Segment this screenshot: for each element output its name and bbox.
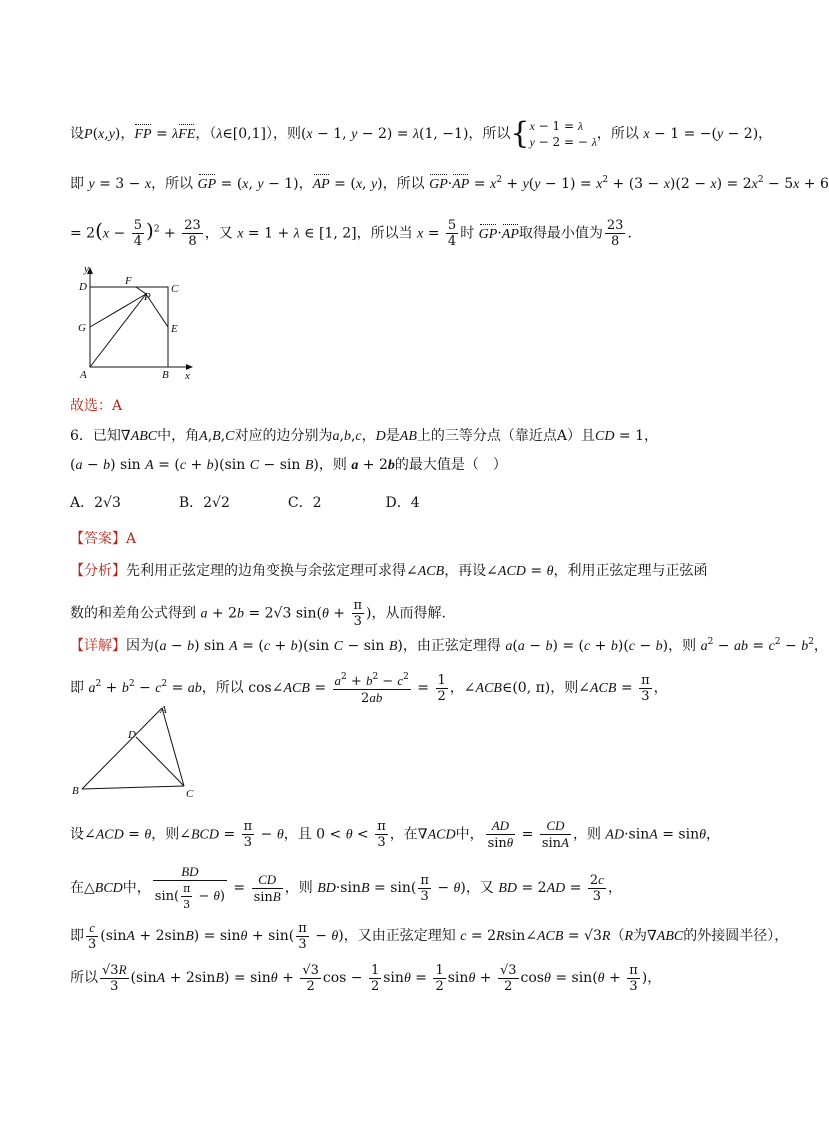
point-D-label: D — [79, 281, 87, 293]
point-E-label: E — [171, 323, 178, 335]
point-C-label: C — [171, 283, 179, 295]
vertex-A-label: A — [160, 704, 167, 716]
point-A-label: A — [80, 369, 87, 381]
point-F-label: F — [125, 275, 132, 287]
problem-6-statement: 6．已知∇ABC中，角A,B,C对应的边分别为a,b,c，D是AB上的三等分点（靠近点A）且CD = 1， — [70, 428, 658, 444]
solution-line-1: 设P(x,y)，FP = λFE，（λ∈[0,1]），则(x − 1, y − 2) = λ(1, −1)，所以{x − 1 = λ y − 2 = − λ，所以 x − 1 = −(y − 2)， — [70, 116, 773, 151]
coordinate-square-figure — [70, 262, 200, 382]
vertex-B-label: B — [72, 785, 79, 797]
detail-line-4: 在△BCD中， BD sin( $\frac{\pi}{3}$ − θ) = $\frac{CD}{\sin B}$ ，则 BD·sinB = sin( $\frac{\pi}{3}$ − θ)，又 BD = 2AD = $\frac{2c}{3}$ ， — [70, 864, 622, 911]
triangle-figure — [70, 700, 210, 800]
problem-6-condition: (a − b) sin A = (c + b)(sin C − sin B)，则 a + 2b的最大值是（ ） — [70, 457, 507, 473]
axis-x-label: x — [185, 370, 190, 382]
analysis-line-1: 【分析】先利用正弦定理的边角变换与余弦定理可求得∠ACB，再设∠ACD = θ，利用正弦定理与正弦函 — [70, 563, 708, 579]
answer-choice-line: 故选：A — [70, 398, 123, 414]
solution-line-3: = 2(x − $\frac{5}{4}$ )$^2$ + $\frac{23}{8}$ ，又 x = 1 + λ ∈ [1, 2]，所以当 x = $\frac{5}{4}$ 时 GP·AP取得最小值为 $\frac{23}{8}$ . — [70, 218, 632, 249]
vertex-C-label: C — [186, 788, 194, 800]
point-G-label: G — [78, 322, 86, 334]
detail-line-5: 即 $\frac{c}{3}$ (sinA + 2sinB) = sinθ + sin( $\frac{\pi}{3}$ − θ)，又由正弦定理知 c = 2Rsin∠ACB = √3R（R为∇ABC的外接圆半径）， — [70, 920, 789, 952]
problem-6-options: A．2√3 B．2√2 C．2 D．4 — [70, 495, 420, 511]
point-B-label: B — [162, 369, 169, 381]
answer-label: 【答案】A — [70, 531, 137, 547]
point-P-label: P — [144, 291, 151, 303]
detail-line-3: 设∠ACD = θ，则∠BCD = $\frac{\pi}{3}$ − θ，且 0 < θ < $\frac{\pi}{3}$ ，在∇ACD中， $\frac{AD}{\sin\theta}$ = $\frac{CD}{\sin A}$ ，则 AD·sinA = sinθ， — [70, 818, 720, 851]
axis-y-label: y — [84, 263, 89, 275]
detail-line-6: 所以 $\frac{√3R}{3}$ (sinA + 2sinB) = sinθ + $\frac{√3}{2}$ cos − $\frac{1}{2}$ sinθ = $\frac{1}{2}$ sinθ + $\frac{√3}{2}$ cosθ = sin(θ + $\frac{\pi}{3}$ )， — [70, 962, 662, 994]
detail-line-1: 【详解】因为(a − b) sin A = (c + b)(sin C − sin B)，由正弦定理得 a(a − b) = (c + b)(c − b)，则 $a^2$ − ab = $c^2 - b^2$， — [70, 637, 828, 654]
analysis-line-2: 数的和差角公式得到 a + 2b = 2√3 sin(θ + $\frac{\pi}{3}$ )，从而得解. — [70, 598, 446, 629]
vertex-D-label: D — [128, 729, 136, 741]
detail-line-2: 即 $a^2 + b^2 - c^2$ = ab，所以 cos∠ACB = $\frac{a^2 + b^2 - c^2}{2ab}$ = $\frac{1}{2}$ ，∠ACB∈(0, π)，则∠ACB = $\frac{\pi}{3}$ ， — [70, 672, 668, 706]
solution-line-2: 即 y = 3 − x，所以 GP = (x, y − 1)，AP = (x, y)，所以 $GP\cdot AP = x^2 + y(y - 1) = x^2 + (3 - x)(2 - x) = 2x^2 - 5x + 6$ — [70, 175, 829, 192]
